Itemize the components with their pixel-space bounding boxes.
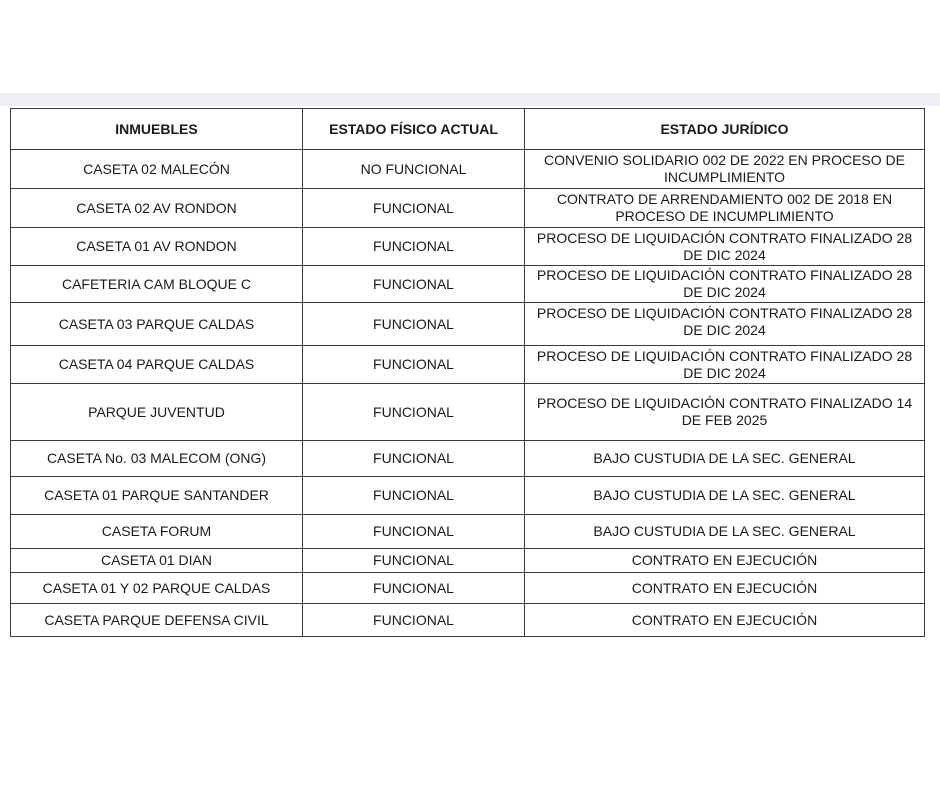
cell-fisico: FUNCIONAL <box>303 303 525 346</box>
cell-fisico: FUNCIONAL <box>303 477 525 515</box>
cell-juridico: BAJO CUSTUDIA DE LA SEC. GENERAL <box>525 477 925 515</box>
cell-juridico: CONVENIO SOLIDARIO 002 DE 2022 EN PROCESO DE INCUMPLIMIENTO <box>525 150 925 189</box>
table-row <box>11 441 925 477</box>
table-row <box>11 150 925 189</box>
table-row <box>11 266 925 303</box>
cell-juridico: CONTRATO DE ARRENDAMIENTO 002 DE 2018 EN PROCESO DE INCUMPLIMIENTO <box>525 189 925 228</box>
header-inmuebles: INMUEBLES <box>11 109 303 150</box>
cell-juridico: BAJO CUSTUDIA DE LA SEC. GENERAL <box>525 441 925 477</box>
cell-juridico: CONTRATO EN EJECUCIÓN <box>525 549 925 573</box>
cell-inmueble: CASETA 03 PARQUE CALDAS <box>11 303 303 346</box>
table-row <box>11 573 925 604</box>
header-row <box>11 109 925 150</box>
cell-inmueble: CAFETERIA CAM BLOQUE C <box>11 266 303 303</box>
cell-fisico: FUNCIONAL <box>303 515 525 549</box>
cell-juridico: BAJO CUSTUDIA DE LA SEC. GENERAL <box>525 515 925 549</box>
header-estado-juridico: ESTADO JURÍDICO <box>525 109 925 150</box>
cell-fisico: FUNCIONAL <box>303 346 525 384</box>
cell-inmueble: CASETA FORUM <box>11 515 303 549</box>
table-row <box>11 477 925 515</box>
cell-juridico: PROCESO DE LIQUIDACIÓN CONTRATO FINALIZADO 14 DE FEB 2025 <box>525 384 925 441</box>
status-table <box>10 108 925 637</box>
cell-fisico: FUNCIONAL <box>303 441 525 477</box>
cell-inmueble: CASETA No. 03 MALECOM (ONG) <box>11 441 303 477</box>
cell-juridico: PROCESO DE LIQUIDACIÓN CONTRATO FINALIZADO 28 DE DIC 2024 <box>525 228 925 266</box>
cell-inmueble: CASETA 04 PARQUE CALDAS <box>11 346 303 384</box>
cell-inmueble: CASETA 02 MALECÓN <box>11 150 303 189</box>
cell-juridico: PROCESO DE LIQUIDACIÓN CONTRATO FINALIZADO 28 DE DIC 2024 <box>525 303 925 346</box>
table-row <box>11 189 925 228</box>
cell-fisico: FUNCIONAL <box>303 266 525 303</box>
top-band <box>0 93 940 106</box>
cell-fisico: FUNCIONAL <box>303 549 525 573</box>
table-row <box>11 515 925 549</box>
cell-inmueble: CASETA 01 Y 02 PARQUE CALDAS <box>11 573 303 604</box>
table-row <box>11 384 925 441</box>
cell-inmueble: CASETA PARQUE DEFENSA CIVIL <box>11 604 303 637</box>
cell-fisico: NO FUNCIONAL <box>303 150 525 189</box>
cell-fisico: FUNCIONAL <box>303 189 525 228</box>
cell-juridico: CONTRATO EN EJECUCIÓN <box>525 604 925 637</box>
cell-inmueble: PARQUE JUVENTUD <box>11 384 303 441</box>
cell-juridico: PROCESO DE LIQUIDACIÓN CONTRATO FINALIZADO 28 DE DIC 2024 <box>525 266 925 303</box>
cell-juridico: PROCESO DE LIQUIDACIÓN CONTRATO FINALIZADO 28 DE DIC 2024 <box>525 346 925 384</box>
cell-fisico: FUNCIONAL <box>303 384 525 441</box>
header-estado-fisico: ESTADO FÍSICO ACTUAL <box>303 109 525 150</box>
table-row <box>11 303 925 346</box>
table-row <box>11 604 925 637</box>
cell-fisico: FUNCIONAL <box>303 228 525 266</box>
cell-fisico: FUNCIONAL <box>303 604 525 637</box>
table-row <box>11 549 925 573</box>
cell-inmueble: CASETA 01 AV RONDON <box>11 228 303 266</box>
cell-inmueble: CASETA 01 PARQUE SANTANDER <box>11 477 303 515</box>
cell-inmueble: CASETA 01 DIAN <box>11 549 303 573</box>
cell-fisico: FUNCIONAL <box>303 573 525 604</box>
table-row <box>11 346 925 384</box>
table-row <box>11 228 925 266</box>
cell-juridico: CONTRATO EN EJECUCIÓN <box>525 573 925 604</box>
cell-inmueble: CASETA 02 AV RONDON <box>11 189 303 228</box>
status-table-container <box>10 108 924 637</box>
